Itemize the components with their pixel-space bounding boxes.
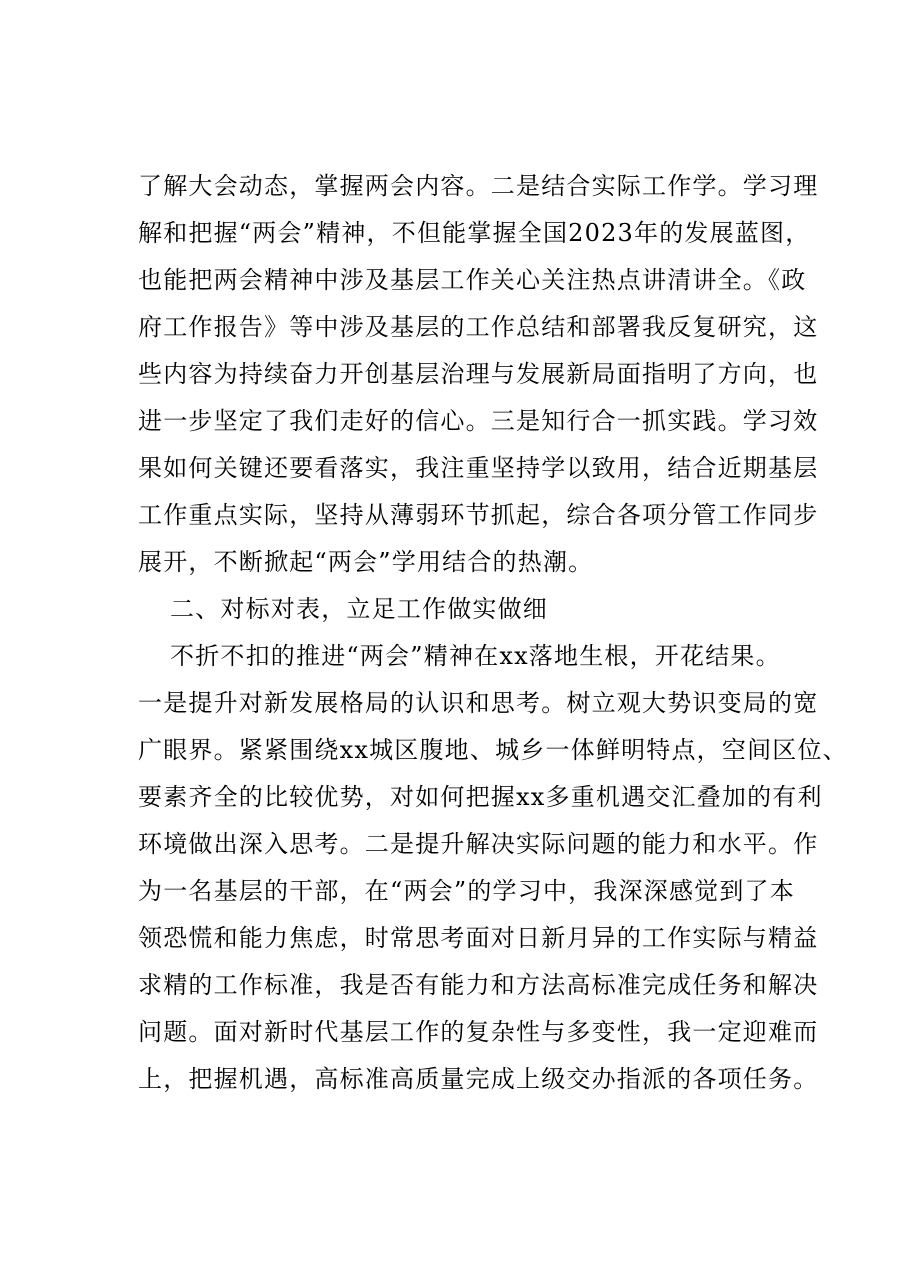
text-line: 了解大会动态，掌握两会内容。二是结合实际工作学。学习理 [138,172,819,200]
text-line: 些内容为持续奋力开创基层治理与发展新局面指明了方向，也 [138,360,819,388]
text-line: 展开，不断掀起“两会”学用结合的热潮。 [138,548,594,576]
text-line: 广眼界。紧紧围绕xx城区腹地、城乡一体鲜明特点，空间区位、 [138,736,848,764]
text-line: 一是提升对新发展格局的认识和思考。树立观大势识变局的宽 [138,689,819,717]
text-line: 为一名基层的干部，在“两会”的学习中，我深深感觉到了本 [138,877,795,905]
text-line: 进一步坚定了我们走好的信心。三是知行合一抓实践。学习效 [138,407,819,435]
text-line: 领恐慌和能力焦虑，时常思考面对日新月异的工作实际与精益 [138,924,819,952]
text-line: 环境做出深入思考。二是提升解决实际问题的能力和水平。作 [138,830,819,858]
text-line: 解和把握“两会”精神，不但能掌握全国2023年的发展蓝图， [138,219,811,247]
text-line: 求精的工作标准，我是否有能力和方法高标准完成任务和解决 [138,971,819,999]
text-line: 工作重点实际，坚持从薄弱环节抓起，综合各项分管工作同步 [138,501,819,529]
text-line: 也能把两会精神中涉及基层工作关心关注热点讲清讲全。《政 [138,266,807,294]
text-line: 要素齐全的比较优势，对如何把握xx多重机遇交汇叠加的有利 [138,783,823,811]
text-line: 不折不扣的推进“两会”精神在xx落地生根，开花结果。 [170,642,781,670]
text-line: 问题。面对新时代基层工作的复杂性与多变性，我一定迎难而 [138,1018,819,1046]
text-line: 上，把握机遇，高标准高质量完成上级交办指派的各项任务。 [138,1065,819,1093]
text-line: 果如何关键还要看落实，我注重坚持学以致用，结合近期基层 [138,454,819,482]
text-line: 府工作报告》等中涉及基层的工作总结和部署我反复研究，这 [138,313,819,341]
section-heading: 二、对标对表，立足工作做实做细 [170,595,548,623]
